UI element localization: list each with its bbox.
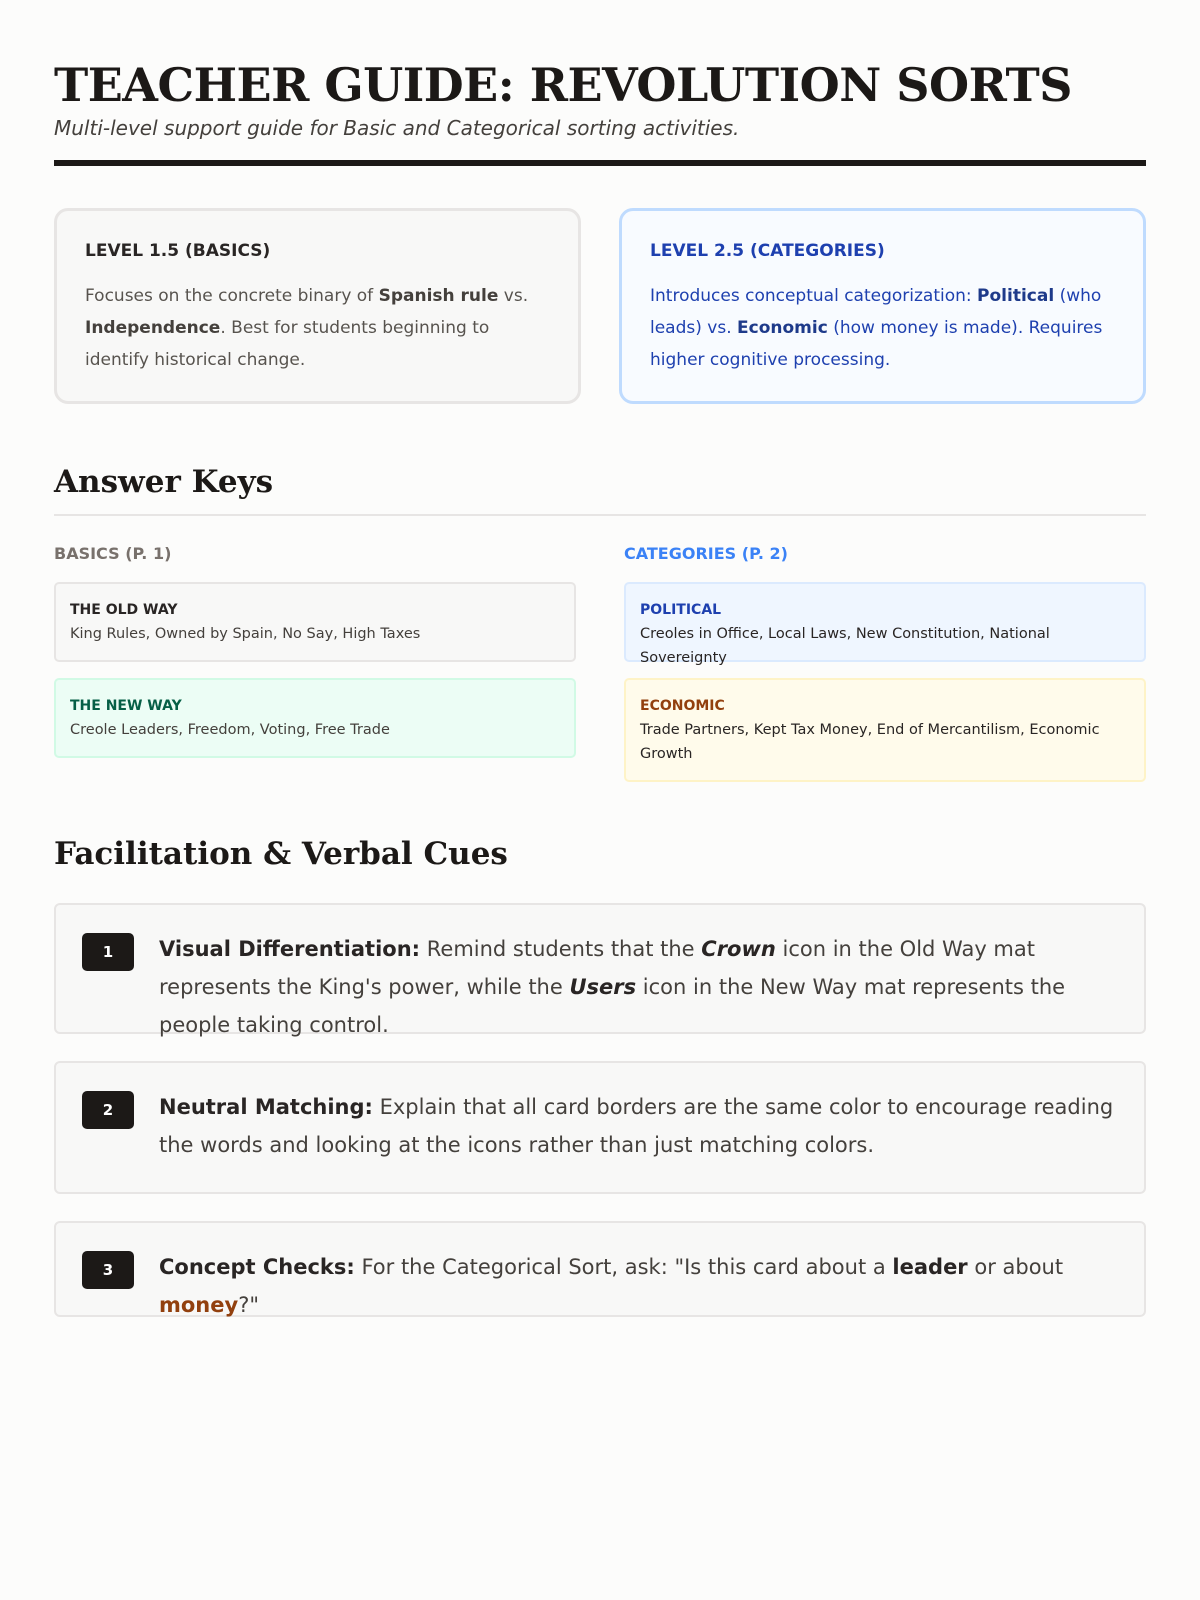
cue-card-3 [54, 1221, 1146, 1317]
economic-key-box [624, 678, 1146, 782]
old-way-label: THE OLD WAY [70, 602, 178, 618]
cue-number-badge: 1 [82, 933, 134, 971]
level-basics-card [54, 208, 581, 404]
cue-emphasis-users: Users [569, 975, 637, 999]
level-categories-description [650, 280, 1115, 376]
new-way-items: Creole Leaders, Freedom, Voting, Free Trade [70, 722, 390, 738]
cue-text-segment: Explain that all card borders are the same color to encourage reading the words and looking at the icons rather than just matching colors. [159, 1095, 1114, 1157]
level-basics-text-2: vs. [498, 286, 529, 306]
page-subtitle: Multi-level support guide for Basic and Categorical sorting activities. [54, 116, 740, 140]
level-basics-text-3: . Best for students beginning to identify historical change. [85, 318, 490, 370]
old-way-items: King Rules, Owned by Spain, No Say, High Taxes [70, 626, 421, 642]
level-basics-description [85, 280, 550, 376]
cue-text-segment: For the Categorical Sort, ask: "Is this card about a [354, 1255, 893, 1279]
cue-text-2 [159, 1088, 1118, 1164]
level-basics-bold-2: Independence [85, 318, 221, 338]
answer-keys-divider [54, 514, 1146, 516]
level-categories-text-3: (how money is made). Requires higher cognitive processing. [650, 318, 1103, 370]
cue-card-2 [54, 1061, 1146, 1194]
level-categories-bold-2: Economic [737, 318, 828, 338]
cue-bold-money: money [159, 1293, 239, 1317]
cue-text-segment: icon in the Old Way mat represents the King's power, while the [159, 937, 1035, 999]
new-way-key-box [54, 678, 576, 758]
level-basics-bold-1: Spanish rule [378, 286, 499, 306]
political-key-box [624, 582, 1146, 666]
new-way-label: THE NEW WAY [70, 698, 182, 714]
political-items: Creoles in Office, Local Laws, New Constitution, National Sovereignty [640, 626, 1050, 666]
political-label: POLITICAL [640, 602, 722, 618]
cue-text-segment: Remind students that the [420, 937, 702, 961]
cue-lead: Concept Checks: [159, 1255, 355, 1279]
economic-items: Trade Partners, Kept Tax Money, End of Mercantilism, Economic Growth [640, 722, 1100, 762]
economic-label: ECONOMIC [640, 698, 725, 714]
cue-card-1 [54, 903, 1146, 1037]
level-cards [54, 208, 1146, 404]
level-categories-title: LEVEL 2.5 (CATEGORIES) [650, 241, 885, 261]
cue-emphasis-crown: Crown [701, 937, 776, 961]
cue-text-segment: ?" [238, 1293, 260, 1317]
level-categories-card [619, 208, 1146, 404]
answer-keys [54, 542, 1146, 782]
level-basics-text-1: Focuses on the concrete binary of [85, 286, 379, 306]
title-divider [54, 160, 1146, 166]
cue-number-badge: 2 [82, 1091, 134, 1129]
level-categories-bold-1: Political [977, 286, 1055, 306]
cue-lead: Visual Differentiation: [159, 937, 421, 961]
cue-text-3 [159, 1248, 1118, 1324]
level-basics-title: LEVEL 1.5 (BASICS) [85, 241, 271, 261]
cue-bold-leader: leader [892, 1255, 968, 1279]
categories-key-column [624, 542, 1146, 782]
cue-number-badge: 3 [82, 1251, 134, 1289]
facilitation-heading: Facilitation & Verbal Cues [54, 836, 508, 872]
categories-key-heading: CATEGORIES (P. 2) [624, 544, 788, 563]
cue-text-segment: or about [967, 1255, 1064, 1279]
cue-text-segment: icon in the New Way mat represents the people taking control. [159, 975, 1066, 1037]
basics-key-heading: BASICS (P. 1) [54, 544, 172, 563]
old-way-key-box [54, 582, 576, 662]
level-categories-text-1: Introduces conceptual categorization: [650, 286, 978, 306]
level-categories-text-2: (who leads) vs. [650, 286, 1102, 338]
cue-text-1 [159, 930, 1118, 1044]
answer-keys-heading: Answer Keys [54, 464, 274, 500]
page-title: TEACHER GUIDE: REVOLUTION SORTS [54, 58, 1072, 112]
cue-lead: Neutral Matching: [159, 1095, 373, 1119]
basics-key-column [54, 542, 576, 782]
